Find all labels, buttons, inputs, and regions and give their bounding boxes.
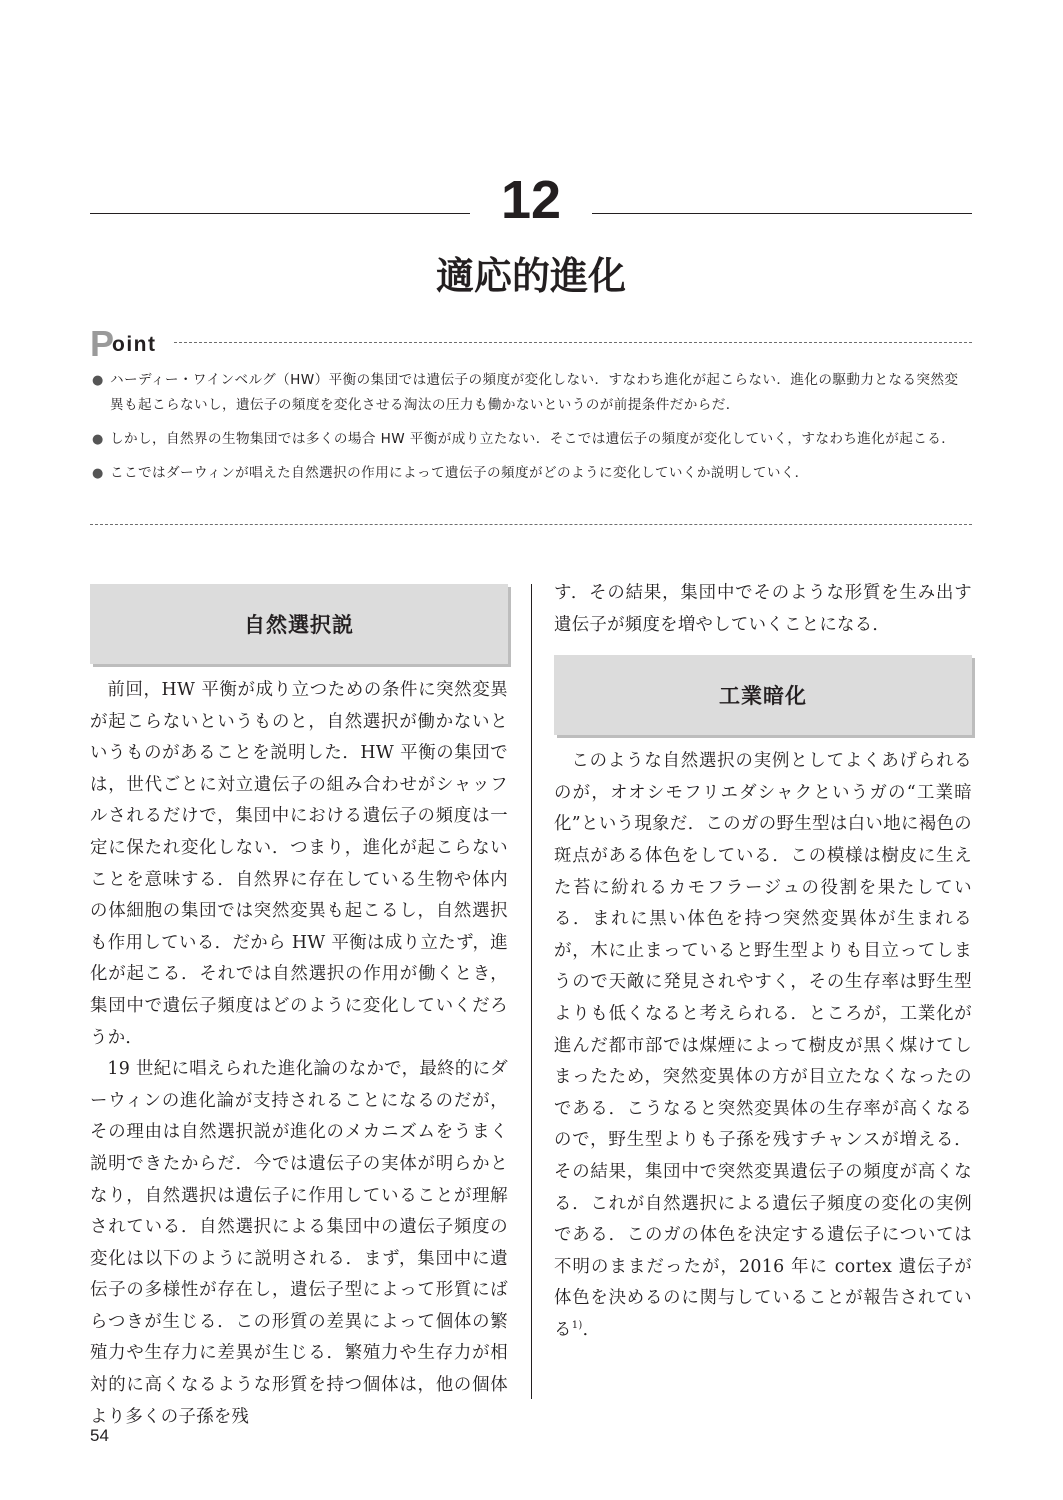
point-heading bbox=[90, 323, 972, 364]
left-column bbox=[90, 584, 508, 1433]
continued-paragraph: す．その結果，集団中でそのような形質を生み出す遺伝子が頻度を増やしていくことになる． bbox=[554, 583, 972, 635]
point-list bbox=[90, 368, 972, 495]
right-column bbox=[554, 584, 972, 1346]
chapter-number: 12 bbox=[500, 170, 562, 230]
bullet-icon: ● bbox=[92, 466, 104, 481]
page-number: 54 bbox=[90, 1426, 109, 1445]
chapter-rule-left bbox=[90, 213, 470, 214]
section-heading-industrial-melanism: 工業暗化 bbox=[554, 655, 972, 735]
chapter-header bbox=[90, 170, 972, 240]
point-dashed-rule-bottom bbox=[90, 524, 972, 525]
point-dashed-rule-top bbox=[174, 342, 972, 343]
chapter-title: 適応的進化 bbox=[435, 254, 626, 298]
point-item bbox=[90, 427, 972, 452]
bullet-icon: ● bbox=[92, 373, 104, 388]
point-item-text: しかし，自然界の生物集団では多くの場合 HW 平衡が成り立たない．そこでは遺伝子の頻度が変化していく，すなわち進化が起こる． bbox=[110, 431, 956, 447]
paragraph-end: ． bbox=[582, 1319, 601, 1340]
reference-mark[interactable]: 1) bbox=[571, 1319, 583, 1331]
chapter-rule-right bbox=[592, 213, 972, 214]
column-divider bbox=[531, 584, 532, 1399]
point-item-text: ハーディー・ワインベルグ（HW）平衡の集団では遺伝子の頻度が変化しない．すなわち進化が起こらない．進化の駆動力となる突然変異も起こらないし，遺伝子の頻度を変化させる淘汰の圧力も働かないというのが前提条件だからだ． bbox=[110, 372, 959, 413]
point-box bbox=[90, 323, 972, 528]
point-label-initial: P bbox=[90, 323, 115, 364]
point-item bbox=[90, 368, 972, 418]
section-heading-natural-selection: 自然選択説 bbox=[90, 584, 508, 664]
bullet-icon: ● bbox=[92, 432, 104, 447]
body-paragraph: 前回，HW 平衡が成り立つための条件に突然変異が起こらないというものと，自然選択が働かないというものがあることを説明した．HW 平衡の集団では，世代ごとに対立遺伝子の組み合わせがシャッフルされるだけで，集団中における遺伝子の頻度は一定に保たれ変化しない．つまり，進化が起こらないことを意味する．自然界に存在している生物や体内の体細胞の集団では突然変異も起こるし，自然選択も作用している．だから HW 平衡は成り立たず，進化が起こる．それでは自然選択の作用が働くとき，集団中で遺伝子頻度はどのように変化していくだろうか． bbox=[90, 680, 508, 1048]
point-item-text: ここではダーウィンが唱えた自然選択の作用によって遺伝子の頻度がどのように変化していくか説明していく． bbox=[110, 465, 809, 481]
point-item bbox=[90, 461, 972, 486]
body-paragraph: 19 世紀に唱えられた進化論のなかで，最終的にダーウィンの進化論が支持されることになるのだが，その理由は自然選択説が進化のメカニズムをうまく説明できたからだ．今では遺伝子の実体が明らかとなり，自然選択は遺伝子に作用していることが理解されている．自然選択による集団中の遺伝子頻度の変化は以下のように説明される．まず，集団中に遺伝子の多様性が存在し，遺伝子型によって形質にばらつきが生じる．この形質の差異によって個体の繁殖力や生存力に差異が生じる．繁殖力や生存力が相対的に高くなるような形質を持つ個体は，他の個体より多くの子孫を残 bbox=[90, 1059, 508, 1427]
body-paragraph-text: このような自然選択の実例としてよくあげられるのが，オオシモフリエダシャクというガの“工業暗化”という現象だ．このガの野生型は白い地に褐色の斑点がある体色をしている．この模様は樹皮に生えた苔に紛れるカモフラージュの役割を果たしている．まれに黒い体色を持つ突然変異体が生まれるが，木に止まっていると野生型よりも目立ってしまうので天敵に発見されやすく，その生存率は野生型よりも低くなると考えられる．ところが，工業化が進んだ都市部では煤煙によって樹皮が黒く煤けてしまったため，突然変異体の方が目立たなくなったのである．こうなると突然変異体の生存率が高くなるので，野生型よりも子孫を残すチャンスが増える．その結果，集団中で突然変異遺伝子の頻度が高くなる．これが自然選択による遺伝子頻度の変化の実例である．このガの体色を決定する遺伝子については不明のままだったが，2016 年に cortex 遺伝子が体色を決めるのに関与していることが報告されている bbox=[554, 751, 972, 1340]
point-label-rest: oint bbox=[112, 333, 157, 356]
body-paragraph bbox=[554, 746, 972, 1346]
